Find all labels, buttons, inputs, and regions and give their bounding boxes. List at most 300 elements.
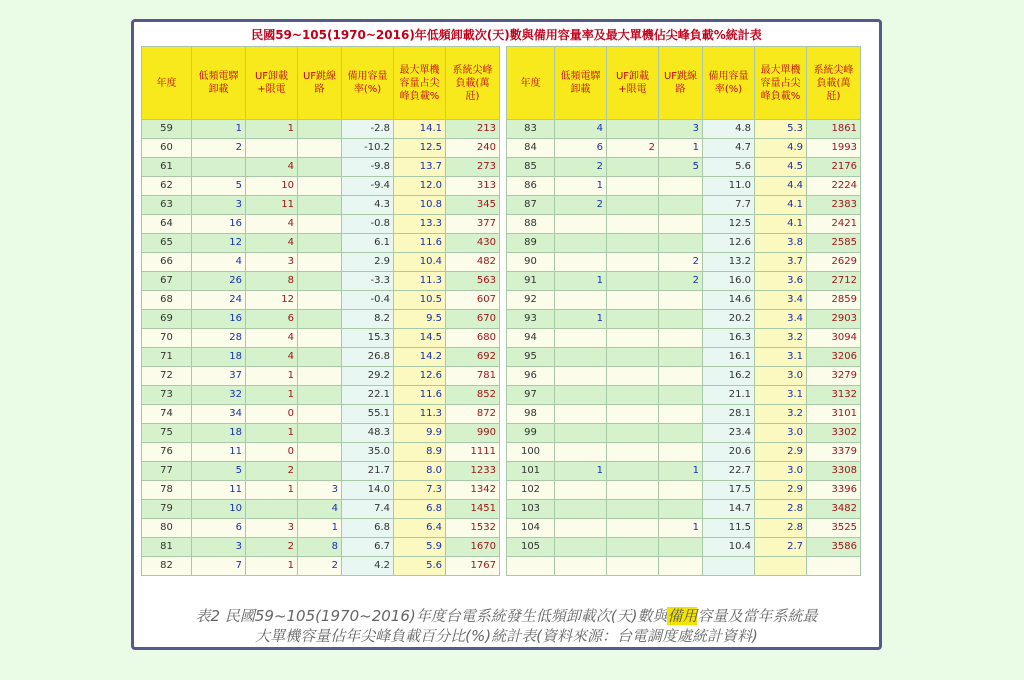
column-header: UF卸載+限電	[246, 47, 298, 120]
table-cell: 88	[507, 215, 555, 234]
table-cell	[298, 348, 342, 367]
table-cell: 76	[142, 443, 192, 462]
table-cell: 2176	[807, 158, 861, 177]
table-row	[507, 291, 861, 310]
table-cell: 35.0	[342, 443, 394, 462]
table-cell: 7.7	[703, 196, 755, 215]
table-cell	[298, 462, 342, 481]
table-cell: 7.3	[394, 481, 446, 500]
table-cell: 55.1	[342, 405, 394, 424]
table-cell	[607, 215, 659, 234]
table-cell: 102	[507, 481, 555, 500]
table-cell: 3	[246, 253, 298, 272]
table-cell: 7	[192, 557, 246, 576]
table-row	[507, 367, 861, 386]
table-cell: 8.9	[394, 443, 446, 462]
table-cell: 1	[555, 177, 607, 196]
table-cell: 29.2	[342, 367, 394, 386]
table-cell: 72	[142, 367, 192, 386]
table-cell: 2.8	[755, 500, 807, 519]
table-cell: 3.0	[755, 367, 807, 386]
table-cell: 26	[192, 272, 246, 291]
table-cell: 80	[142, 519, 192, 538]
table-row	[142, 557, 500, 576]
table-cell	[607, 177, 659, 196]
table-cell	[659, 500, 703, 519]
table-cell	[607, 158, 659, 177]
table-cell: -3.3	[342, 272, 394, 291]
table-cell: 11.0	[703, 177, 755, 196]
table-cell: 18	[192, 348, 246, 367]
table-cell: 607	[446, 291, 500, 310]
table-cell: 65	[142, 234, 192, 253]
table-cell: 2383	[807, 196, 861, 215]
table-row	[142, 158, 500, 177]
table-cell: 3206	[807, 348, 861, 367]
table-cell: 10.4	[703, 538, 755, 557]
table-cell: 11.6	[394, 386, 446, 405]
table-cell	[659, 329, 703, 348]
column-header: 低頻電驛卸載	[555, 47, 607, 120]
table-cell: 4.1	[755, 196, 807, 215]
table-cell	[298, 443, 342, 462]
table-cell: 105	[507, 538, 555, 557]
table-cell: 13.7	[394, 158, 446, 177]
table-cell: 1	[659, 519, 703, 538]
table-cell: 2	[555, 196, 607, 215]
table-cell	[298, 329, 342, 348]
table-cell: 2224	[807, 177, 861, 196]
table-cell	[659, 405, 703, 424]
table-cell	[607, 405, 659, 424]
table-cell: 11	[192, 443, 246, 462]
table-cell: 86	[507, 177, 555, 196]
table-cell	[659, 291, 703, 310]
table-cell: 24	[192, 291, 246, 310]
table-row	[142, 177, 500, 196]
table-cell: 1861	[807, 120, 861, 139]
table-cell: 5	[659, 158, 703, 177]
table-cell: 14.1	[394, 120, 446, 139]
table-cell: 2.9	[755, 481, 807, 500]
table-row	[507, 310, 861, 329]
table-cell	[607, 500, 659, 519]
table-cell: 16.0	[703, 272, 755, 291]
table-cell: 23.4	[703, 424, 755, 443]
table-row	[142, 253, 500, 272]
table-cell: 12	[192, 234, 246, 253]
table-cell: 74	[142, 405, 192, 424]
table-cell: 377	[446, 215, 500, 234]
table-cell: 6.1	[342, 234, 394, 253]
table-cell: 3.0	[755, 424, 807, 443]
table-cell: 16	[192, 215, 246, 234]
table-row	[507, 519, 861, 538]
table-cell: 97	[507, 386, 555, 405]
column-header: 備用容量率(%)	[703, 47, 755, 120]
table-cell: 62	[142, 177, 192, 196]
table-cell	[659, 557, 703, 576]
table-cell	[659, 367, 703, 386]
table-cell: 2629	[807, 253, 861, 272]
table-cell: 2.9	[342, 253, 394, 272]
table-cell	[298, 177, 342, 196]
table-cell: -0.4	[342, 291, 394, 310]
table-cell	[555, 386, 607, 405]
table-cell	[659, 386, 703, 405]
table-cell	[298, 158, 342, 177]
table-cell: 14.7	[703, 500, 755, 519]
table-cell: 872	[446, 405, 500, 424]
table-cell: -2.8	[342, 120, 394, 139]
table-cell: 1	[192, 120, 246, 139]
table-cell: 3.6	[755, 272, 807, 291]
table-cell: 37	[192, 367, 246, 386]
table-cell	[607, 348, 659, 367]
table-row	[142, 405, 500, 424]
table-cell	[659, 443, 703, 462]
table-row	[142, 462, 500, 481]
table-cell: 6	[555, 139, 607, 158]
table-cell: 89	[507, 234, 555, 253]
table-right-half	[506, 46, 861, 576]
table-cell	[607, 253, 659, 272]
table-cell: 60	[142, 139, 192, 158]
table-cell: 32	[192, 386, 246, 405]
table-cell: 9.9	[394, 424, 446, 443]
table-cell: 2.9	[755, 443, 807, 462]
table-cell: 14.5	[394, 329, 446, 348]
table-cell	[555, 348, 607, 367]
table-cell: 1993	[807, 139, 861, 158]
table-cell: 4.1	[755, 215, 807, 234]
column-header: UF跳線路	[659, 47, 703, 120]
table-row	[507, 272, 861, 291]
table-cell: 3379	[807, 443, 861, 462]
table-cell: 11	[192, 481, 246, 500]
table-cell	[555, 557, 607, 576]
table-row	[142, 272, 500, 291]
table-cell: 14.2	[394, 348, 446, 367]
table-cell: 13.2	[703, 253, 755, 272]
table-cell: 3.1	[755, 348, 807, 367]
table-row	[142, 386, 500, 405]
column-header: 最大單機容量占尖峰負載%	[394, 47, 446, 120]
table-cell: 2903	[807, 310, 861, 329]
table-cell: 2.7	[755, 538, 807, 557]
table-cell: 34	[192, 405, 246, 424]
table-cell: 990	[446, 424, 500, 443]
table-cell: 273	[446, 158, 500, 177]
table-cell	[607, 386, 659, 405]
table-cell: 3279	[807, 367, 861, 386]
table-cell	[703, 557, 755, 576]
table-cell: 3.7	[755, 253, 807, 272]
table-cell: 16	[192, 310, 246, 329]
table-cell	[555, 519, 607, 538]
table-cell: 16.2	[703, 367, 755, 386]
table-cell: -0.8	[342, 215, 394, 234]
table-cell: 4.2	[342, 557, 394, 576]
table-cell: 12.5	[394, 139, 446, 158]
table-cell: 70	[142, 329, 192, 348]
table-row	[142, 481, 500, 500]
table-row	[507, 329, 861, 348]
table-row	[142, 234, 500, 253]
table-cell: 680	[446, 329, 500, 348]
table-cell: 10.4	[394, 253, 446, 272]
table-cell: 21.7	[342, 462, 394, 481]
table-cell: 28	[192, 329, 246, 348]
table-cell	[807, 557, 861, 576]
table-cell	[607, 462, 659, 481]
table-cell: 92	[507, 291, 555, 310]
table-cell: 2	[246, 462, 298, 481]
table-cell	[607, 310, 659, 329]
table-cell	[555, 329, 607, 348]
table-cell: 313	[446, 177, 500, 196]
table-cell: 2	[246, 538, 298, 557]
table-cell: 2859	[807, 291, 861, 310]
column-header: 低頻電驛卸載	[192, 47, 246, 120]
table-cell: 2	[607, 139, 659, 158]
table-cell: 4.5	[755, 158, 807, 177]
table-cell: 12	[246, 291, 298, 310]
table-cell: 81	[142, 538, 192, 557]
table-cell: 2585	[807, 234, 861, 253]
table-cell: 18	[192, 424, 246, 443]
table-cell: 17.5	[703, 481, 755, 500]
table-cell: 85	[507, 158, 555, 177]
table-cell	[298, 234, 342, 253]
table-row	[142, 538, 500, 557]
table-cell: 852	[446, 386, 500, 405]
table-row	[507, 120, 861, 139]
table-cell	[607, 443, 659, 462]
table-cell: 6.4	[394, 519, 446, 538]
table-cell: 78	[142, 481, 192, 500]
table-cell	[659, 481, 703, 500]
table-cell: 4.4	[755, 177, 807, 196]
table-cell	[659, 215, 703, 234]
table-cell: 4.8	[703, 120, 755, 139]
table-cell: -9.4	[342, 177, 394, 196]
table-cell: 4	[298, 500, 342, 519]
table-cell: 96	[507, 367, 555, 386]
table-cell: 5.6	[703, 158, 755, 177]
table-cell	[607, 196, 659, 215]
table-cell: 8.0	[394, 462, 446, 481]
table-cell: 93	[507, 310, 555, 329]
table-cell: 1767	[446, 557, 500, 576]
table-cell: 4	[555, 120, 607, 139]
table-cell: 2421	[807, 215, 861, 234]
table-cell	[192, 158, 246, 177]
table-row	[142, 215, 500, 234]
table-row	[507, 481, 861, 500]
table-row	[507, 158, 861, 177]
table-row	[507, 500, 861, 519]
table-cell	[607, 557, 659, 576]
table-cell	[555, 215, 607, 234]
table-cell: 100	[507, 443, 555, 462]
table-cell	[298, 291, 342, 310]
table-cell: 1	[555, 272, 607, 291]
table-row	[507, 253, 861, 272]
table-cell	[607, 538, 659, 557]
table-cell: 563	[446, 272, 500, 291]
table-cell: 3308	[807, 462, 861, 481]
caption-line2: 大單機容量佔年尖峰負載百分比(%)統計表(資料來源：台電調度處統計資料)	[255, 627, 758, 645]
table-cell: 3.4	[755, 310, 807, 329]
table-cell: 3132	[807, 386, 861, 405]
table-row	[507, 386, 861, 405]
table-cell: 2	[192, 139, 246, 158]
column-header: 系統尖峰負載(萬瓩)	[446, 47, 500, 120]
table-title: 民國59~105(1970~2016)年低頻卸載次(天)數與備用容量率及最大單機佔尖峰負載%統計表	[251, 28, 762, 42]
table-cell: 71	[142, 348, 192, 367]
table-cell	[755, 557, 807, 576]
table-cell	[607, 120, 659, 139]
table-cell: 63	[142, 196, 192, 215]
table-cell	[298, 120, 342, 139]
table-cell: 8	[246, 272, 298, 291]
table-cell: 6	[246, 310, 298, 329]
table-cell: 3586	[807, 538, 861, 557]
table-row	[142, 500, 500, 519]
table-cell: 3	[298, 481, 342, 500]
table-row	[507, 196, 861, 215]
table-cell: 1	[555, 310, 607, 329]
table-cell	[555, 500, 607, 519]
table-cell: 2	[298, 557, 342, 576]
table-cell: -10.2	[342, 139, 394, 158]
table-cell: 1	[246, 120, 298, 139]
table-cell: 1	[659, 139, 703, 158]
table-cell	[298, 367, 342, 386]
table-cell: 82	[142, 557, 192, 576]
table-cell: 77	[142, 462, 192, 481]
table-cell: 64	[142, 215, 192, 234]
table-cell: 87	[507, 196, 555, 215]
table-cell: 1111	[446, 443, 500, 462]
table-cell: 6.8	[394, 500, 446, 519]
table-cell: 91	[507, 272, 555, 291]
table-row	[142, 329, 500, 348]
table-row	[142, 348, 500, 367]
table-cell: 4	[246, 348, 298, 367]
table-cell: 1451	[446, 500, 500, 519]
table-cell: 28.1	[703, 405, 755, 424]
table-cell: 26.8	[342, 348, 394, 367]
table-cell: 1	[659, 462, 703, 481]
table-cell: 68	[142, 291, 192, 310]
table-cell	[298, 215, 342, 234]
table-row	[142, 519, 500, 538]
table-cell	[607, 367, 659, 386]
table-cell: 48.3	[342, 424, 394, 443]
table-cell: 103	[507, 500, 555, 519]
table-cell: 69	[142, 310, 192, 329]
table-cell: 692	[446, 348, 500, 367]
table-cell	[555, 481, 607, 500]
table-cell	[507, 557, 555, 576]
table-cell: 16.3	[703, 329, 755, 348]
table-cell: 781	[446, 367, 500, 386]
table-row	[142, 139, 500, 158]
table-cell: 4.3	[342, 196, 394, 215]
column-header: UF跳線路	[298, 47, 342, 120]
table-cell: 5	[192, 177, 246, 196]
table-cell	[298, 310, 342, 329]
table-cell: -9.8	[342, 158, 394, 177]
table-cell: 22.7	[703, 462, 755, 481]
table-cell: 2	[659, 272, 703, 291]
table-cell: 12.6	[703, 234, 755, 253]
table-cell: 11	[246, 196, 298, 215]
table-cell	[298, 196, 342, 215]
table-cell	[659, 424, 703, 443]
table-cell: 0	[246, 443, 298, 462]
table-row	[507, 538, 861, 557]
table-cell	[298, 272, 342, 291]
table-row	[507, 139, 861, 158]
caption-line1-end: 容量及當年系統最	[697, 607, 818, 625]
table-cell: 1532	[446, 519, 500, 538]
table-cell: 2	[555, 158, 607, 177]
table-cell	[607, 481, 659, 500]
table-row	[142, 424, 500, 443]
table-cell: 3.4	[755, 291, 807, 310]
table-cell: 13.3	[394, 215, 446, 234]
table-cell: 12.0	[394, 177, 446, 196]
table-cell: 10	[246, 177, 298, 196]
table-cell	[555, 234, 607, 253]
table-cell: 14.0	[342, 481, 394, 500]
table-cell: 8	[298, 538, 342, 557]
table-cell: 66	[142, 253, 192, 272]
table-cell: 2.8	[755, 519, 807, 538]
table-cell	[298, 139, 342, 158]
table-cell: 213	[446, 120, 500, 139]
column-header: 系統尖峰負載(萬瓩)	[807, 47, 861, 120]
table-cell: 1	[298, 519, 342, 538]
table-row	[142, 291, 500, 310]
table-cell: 59	[142, 120, 192, 139]
table-row	[507, 177, 861, 196]
table-cell: 20.2	[703, 310, 755, 329]
table-cell: 3	[192, 538, 246, 557]
table-cell	[555, 291, 607, 310]
table-cell: 1	[246, 481, 298, 500]
table-cell: 83	[507, 120, 555, 139]
caption-highlight: 備用	[667, 607, 698, 625]
table-cell: 22.1	[342, 386, 394, 405]
table-cell: 3	[192, 196, 246, 215]
table-cell: 12.5	[703, 215, 755, 234]
table-cell: 3.2	[755, 405, 807, 424]
table-row	[507, 405, 861, 424]
table-cell: 4	[246, 158, 298, 177]
table-cell: 3.1	[755, 386, 807, 405]
table-cell: 11.3	[394, 272, 446, 291]
table-cell: 16.1	[703, 348, 755, 367]
table-cell: 240	[446, 139, 500, 158]
caption-line1-start: 表2 民國59~105(1970~2016)年度台電系統發生低頻卸載次(天)數與	[195, 607, 668, 625]
table-cell: 1233	[446, 462, 500, 481]
table-cell: 94	[507, 329, 555, 348]
table-cell: 3396	[807, 481, 861, 500]
